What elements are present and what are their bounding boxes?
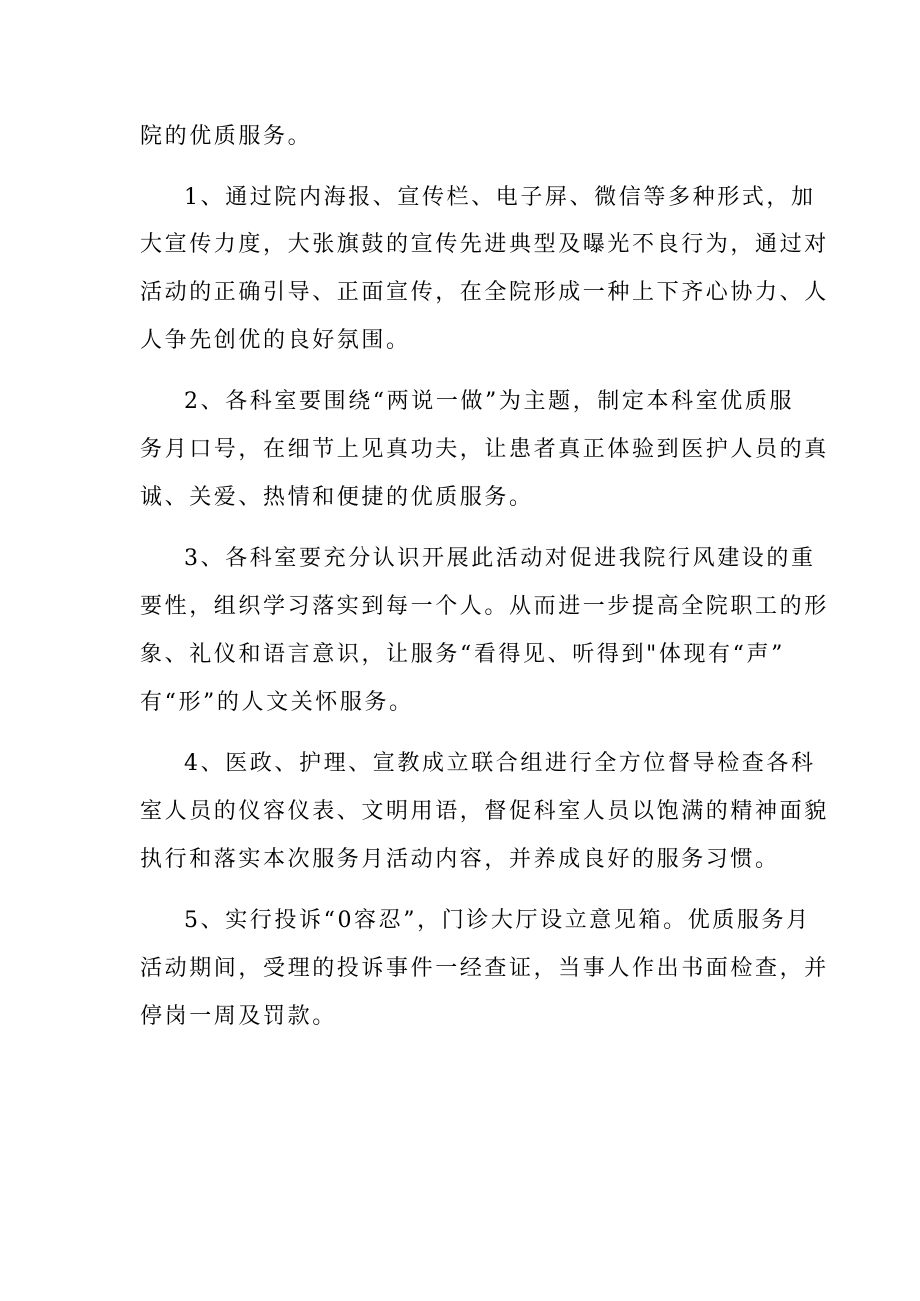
paragraph-line: 院的优质服务。 <box>140 124 313 149</box>
paragraph-line: 活动的正确引导、正面宣传，在全院形成一种上下齐心协力、人 <box>140 280 829 305</box>
paragraph-line: 1、通过院内海报、宣传栏、电子屏、微信等多种形式，加 <box>184 185 816 210</box>
paragraph-line: 停岗一周及罚款。 <box>140 1004 337 1029</box>
paragraph-line: 活动期间，受理的投诉事件一经查证，当事人作出书面检查，并 <box>140 956 829 981</box>
paragraph-line: 执行和落实本次服务月活动内容，并养成良好的服务习惯。 <box>140 847 780 872</box>
paragraph-line: 有“形”的人文关怀服务。 <box>140 690 414 715</box>
paragraph-line: 4、医政、护理、宣教成立联合组进行全方位督导检查各科 <box>184 751 816 776</box>
paragraph-line: 5、实行投诉“0容忍”，门诊大厅设立意见箱。优质服务月 <box>184 908 811 933</box>
paragraph-line: 室人员的仪容仪表、文明用语，督促科室人员以饱满的精神面貌 <box>140 799 829 824</box>
paragraph-line: 象、礼仪和语言意识，让服务“看得见、听得到"体现有“声” <box>140 642 785 667</box>
paragraph-line: 务月口号，在细节上见真功夫，让患者真正体验到医护人员的真 <box>140 437 829 462</box>
paragraph-line: 3、各科室要充分认识开展此活动对促进我院行风建设的重 <box>184 546 816 571</box>
paragraph-line: 大宣传力度，大张旗鼓的宣传先进典型及曝光不良行为，通过对 <box>140 232 829 257</box>
paragraph-line: 2、各科室要围绕“两说一做”为主题，制定本科室优质服 <box>184 389 795 414</box>
paragraph-line: 诚、关爱、热情和便捷的优质服务。 <box>140 485 534 510</box>
paragraph-line: 人争先创优的良好氛围。 <box>140 328 411 353</box>
paragraph-line: 要性，组织学习落实到每一个人。从而进一步提高全院职工的形 <box>140 594 829 619</box>
